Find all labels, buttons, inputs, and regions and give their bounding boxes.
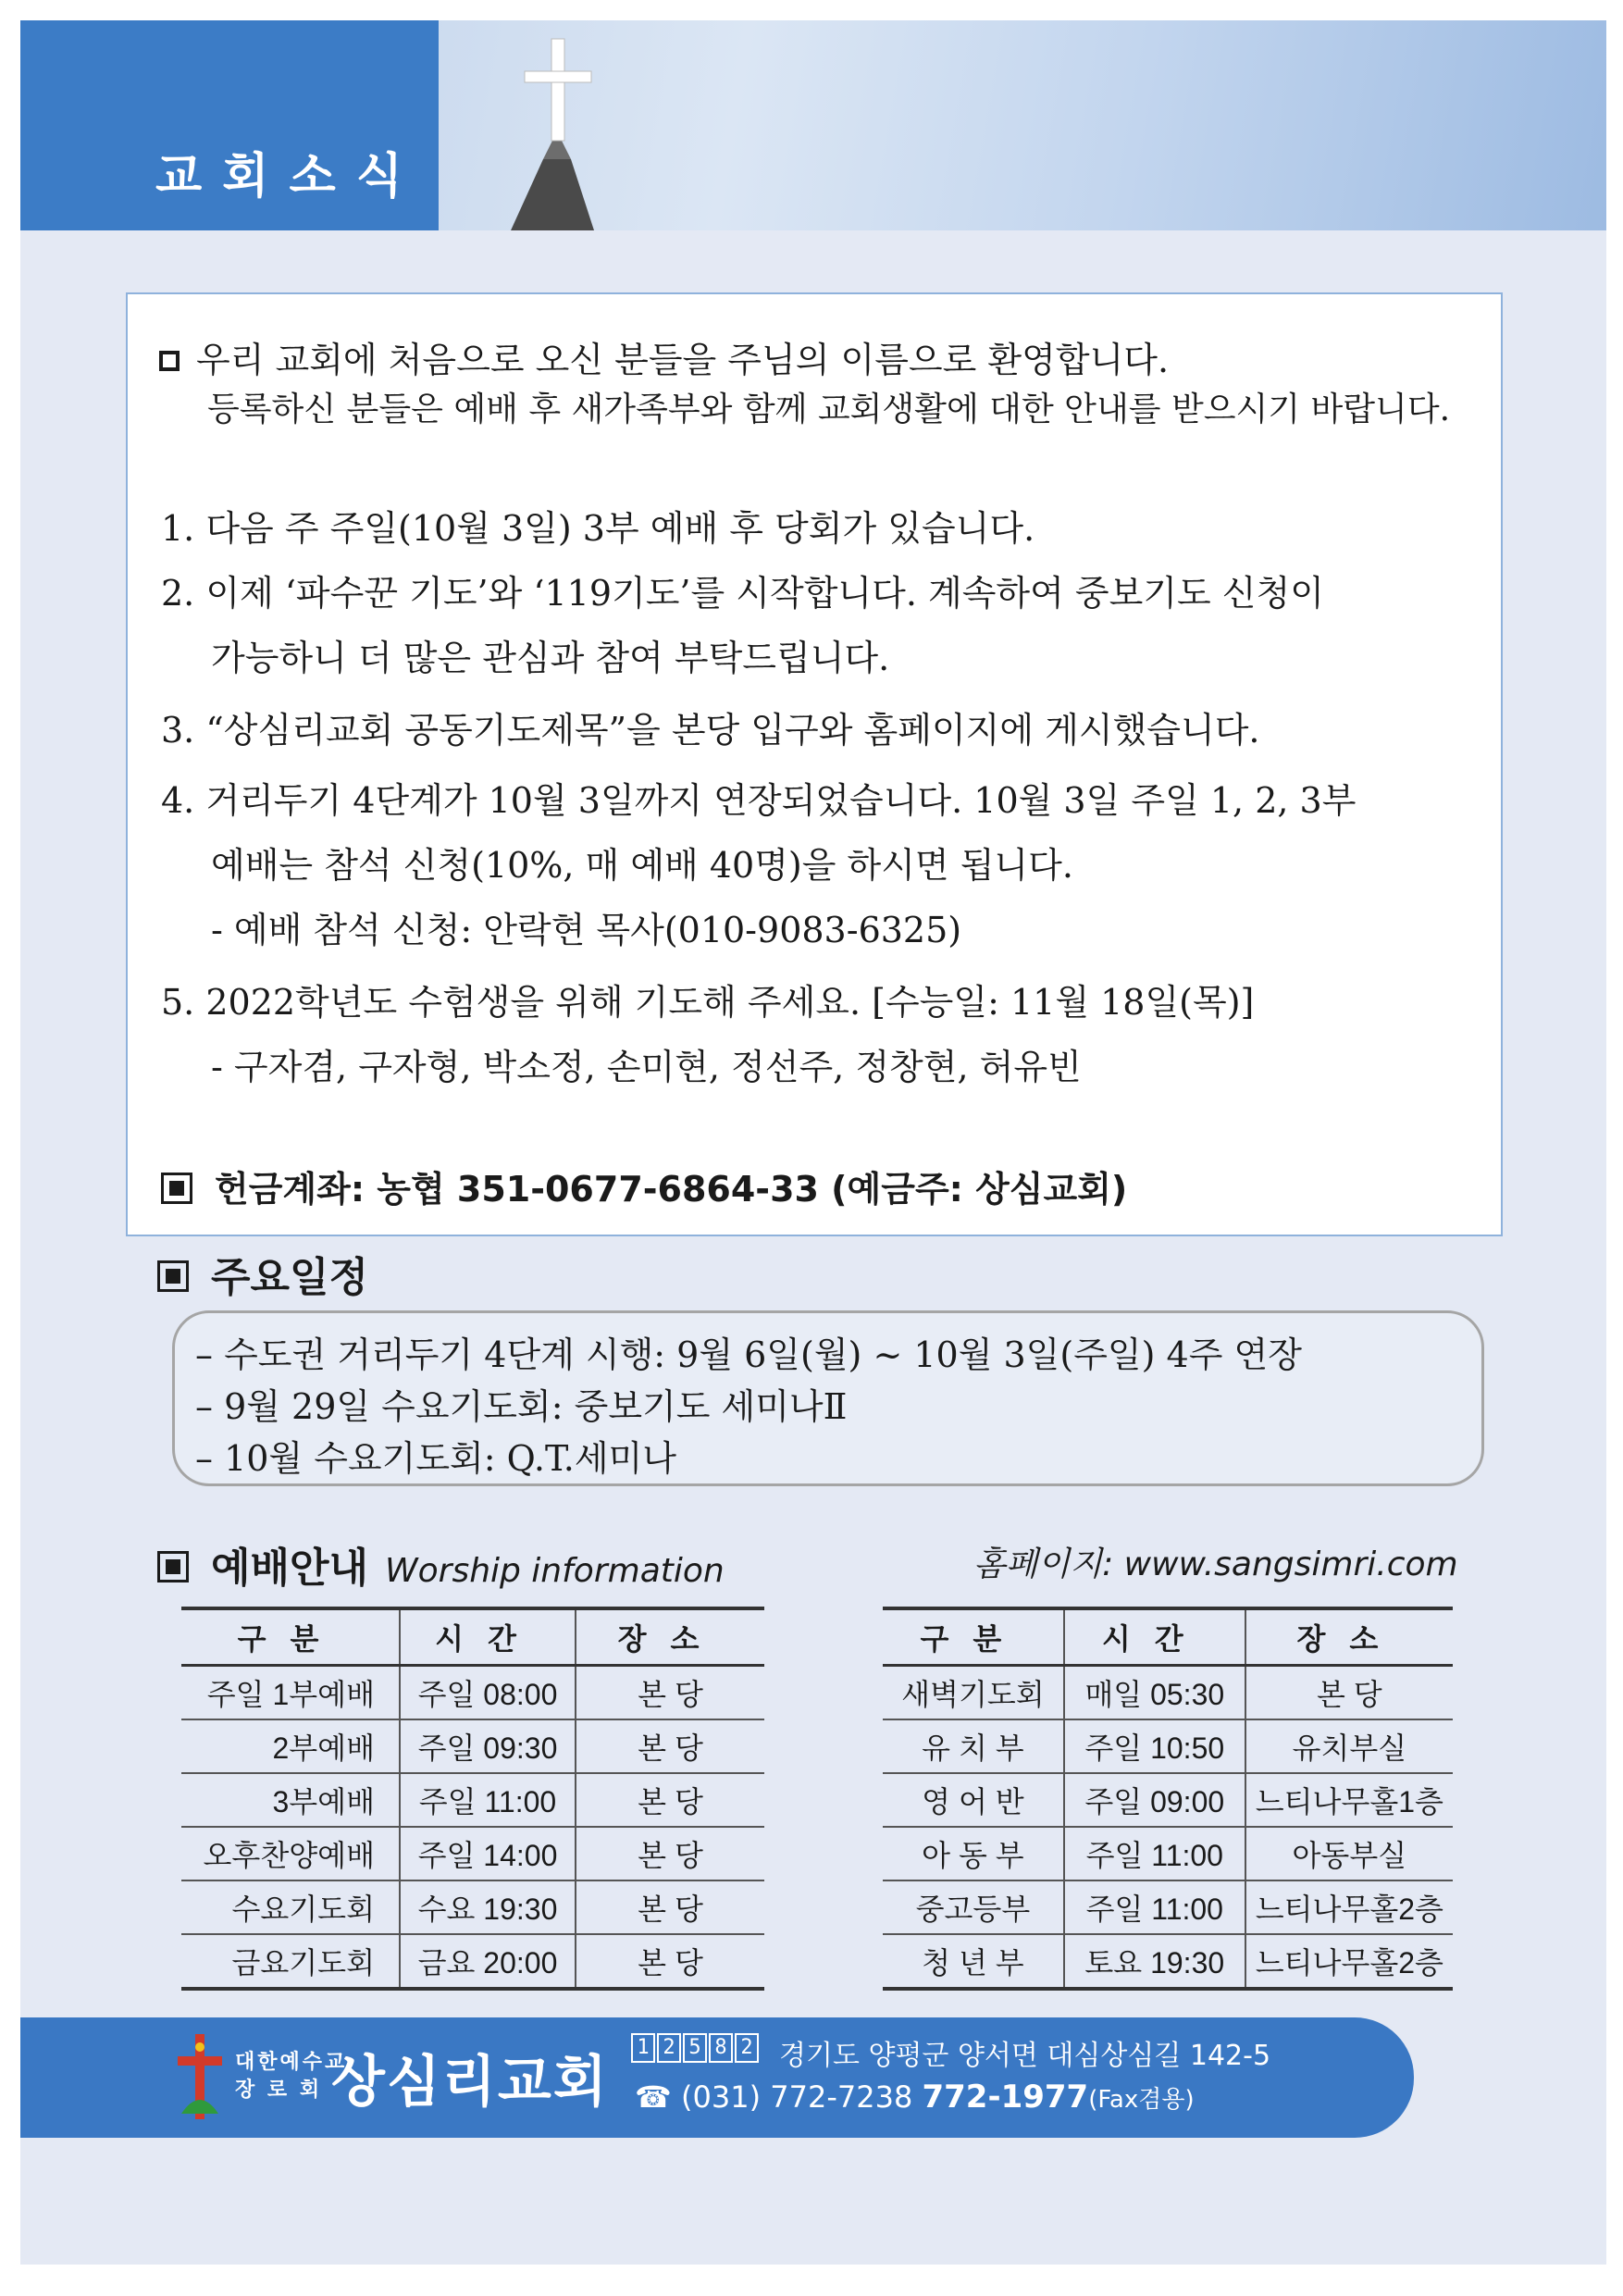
worship-table-left [181, 1607, 764, 1991]
welcome-message [159, 335, 1450, 435]
table-row [181, 1934, 764, 1989]
announcement-line: 예배는 참석 신청(10%, 매 예배 40명)을 하시면 됩니다. [211, 845, 1073, 886]
phone-number: (031) 772-7238 [681, 2079, 913, 2115]
department-place: 느티나무홀1층 [1245, 1773, 1453, 1827]
table-row [181, 1880, 764, 1934]
column-header: 구분 [181, 1608, 400, 1666]
service-place: 본 당 [576, 1934, 764, 1989]
schedule-heading [157, 1244, 368, 1303]
table-row [883, 1934, 1453, 1989]
postal-digit: 8 [709, 2033, 733, 2063]
church-address: 경기도 양평군 양서면 대심상심길 142-5 [779, 2040, 1271, 2072]
column-header: 시간 [400, 1608, 576, 1666]
postal-digit: 2 [657, 2033, 681, 2063]
schedule-title: 주요일정 [211, 1254, 369, 1301]
service-time: 금요 20:00 [400, 1934, 576, 1989]
announcement-line: 4. 거리두기 4단계가 10월 3일까지 연장되었습니다. 10월 3일 주일 1, 2, 3부 [161, 780, 1357, 821]
service-place: 본 당 [576, 1827, 764, 1880]
department-place: 본 당 [1245, 1666, 1453, 1720]
service-time: 주일 08:00 [400, 1666, 576, 1720]
department-name: 중고등부 [883, 1880, 1064, 1934]
service-time: 주일 14:00 [400, 1827, 576, 1880]
department-place: 아동부실 [1245, 1827, 1453, 1880]
offering-account-text: 헌금계좌: 농협 351-0677-6864-33 (예금주: 상심교회) [215, 1169, 1128, 1210]
column-header: 시간 [1064, 1608, 1245, 1666]
department-name: 영 어 반 [883, 1773, 1064, 1827]
service-time: 수요 19:30 [400, 1880, 576, 1934]
department-place: 유치부실 [1245, 1719, 1453, 1773]
fax-note: (Fax겸용) [1088, 2086, 1195, 2114]
announcement-item [161, 496, 1035, 561]
steeple-cross-icon [455, 20, 696, 230]
announcement-item [161, 768, 1356, 962]
announcement-line: 1. 다음 주 주일(10월 3일) 3부 예배 후 당회가 있습니다. [161, 508, 1035, 549]
worship-title-english: Worship information [385, 1552, 725, 1590]
church-name: 상심리교회 [331, 2050, 609, 2115]
bulletin-page [20, 20, 1606, 2265]
denomination-line-2: 장 로 회 [235, 2079, 323, 2102]
homepage-link[interactable]: 홈페이지: www.sangsimri.com [973, 1545, 1458, 1583]
church-logo-icon [172, 2030, 228, 2123]
square-bullet-icon [161, 1173, 192, 1204]
announcement-box [126, 292, 1503, 1236]
page-title: 교회소식 [155, 149, 423, 205]
welcome-line-2: 등록하신 분들은 예배 후 새가족부와 함께 교회생활에 대한 안내를 받으시기 바랍니다. [207, 391, 1451, 428]
service-place: 본 당 [576, 1719, 764, 1773]
service-time: 주일 11:00 [400, 1773, 576, 1827]
department-place: 느티나무홀2층 [1245, 1880, 1453, 1934]
postal-digit: 5 [683, 2033, 707, 2063]
department-name: 유 치 부 [883, 1719, 1064, 1773]
table-row [181, 1827, 764, 1880]
announcement-line: - 구자겸, 구자형, 박소정, 손미현, 정선주, 정창현, 허유빈 [211, 1047, 1082, 1087]
department-place: 느티나무홀2층 [1245, 1934, 1453, 1989]
service-place: 본 당 [576, 1666, 764, 1720]
announcement-line: - 예배 참석 신청: 안락현 목사(010-9083-6325) [211, 910, 962, 950]
header-banner [20, 20, 1606, 230]
department-time: 주일 09:00 [1064, 1773, 1245, 1827]
table-row [181, 1666, 764, 1720]
announcement-line: 5. 2022학년도 수험생을 위해 기도해 주세요. [수능일: 11월 18일(목)] [161, 982, 1255, 1023]
phone-icon: ☎ [635, 2079, 672, 2115]
department-time: 주일 11:00 [1064, 1827, 1245, 1880]
fax-number: 772-1977 [922, 2079, 1089, 2116]
schedule-row: – 10월 수요기도회: Q.T.세미나 [195, 1438, 676, 1479]
table-row [883, 1666, 1453, 1720]
service-name: 오후찬양예배 [181, 1827, 400, 1880]
service-time: 주일 09:30 [400, 1719, 576, 1773]
welcome-line-1: 우리 교회에 처음으로 오신 분들을 주님의 이름으로 환영합니다. [196, 340, 1170, 380]
postal-code [631, 2032, 761, 2063]
table-row [181, 1719, 764, 1773]
worship-title: 예배안내 [211, 1545, 369, 1592]
worship-heading [157, 1534, 725, 1594]
announcement-line: 가능하니 더 많은 관심과 참여 부탁드립니다. [211, 638, 890, 678]
square-bullet-icon [157, 1260, 189, 1292]
announcement-item [161, 561, 1324, 690]
department-time: 매일 05:30 [1064, 1666, 1245, 1720]
table-row [181, 1773, 764, 1827]
phone-line [635, 2079, 1195, 2116]
table-row [883, 1827, 1453, 1880]
denomination-line-1: 대한예수교 [235, 2051, 348, 2074]
postal-digit: 2 [735, 2033, 759, 2063]
announcement-line: 2. 이제 ‘파수꾼 기도’와 ‘119기도’를 시작합니다. 계속하여 중보기도 신청이 [161, 573, 1324, 614]
service-name: 2부예배 [181, 1719, 400, 1773]
schedule-row: – 9월 29일 수요기도회: 중보기도 세미나Ⅱ [195, 1386, 848, 1427]
checkbox-bullet-icon [159, 351, 180, 371]
square-bullet-icon [157, 1551, 189, 1582]
department-name: 청 년 부 [883, 1934, 1064, 1989]
announcement-item [161, 698, 1260, 763]
service-name: 수요기도회 [181, 1880, 400, 1934]
service-place: 본 당 [576, 1880, 764, 1934]
postal-digit: 1 [631, 2033, 655, 2063]
announcement-item [161, 970, 1254, 1099]
church-footer [20, 2017, 1414, 2138]
department-time: 주일 10:50 [1064, 1719, 1245, 1773]
schedule-box [172, 1310, 1484, 1486]
table-row [883, 1773, 1453, 1827]
column-header: 장소 [1245, 1608, 1453, 1666]
table-row [883, 1880, 1453, 1934]
service-name: 금요기도회 [181, 1934, 400, 1989]
header-title-panel [20, 20, 439, 230]
department-time: 주일 11:00 [1064, 1880, 1245, 1934]
department-name: 새벽기도회 [883, 1666, 1064, 1720]
worship-table-right [883, 1607, 1453, 1991]
service-name: 3부예배 [181, 1773, 400, 1827]
column-header: 구분 [883, 1608, 1064, 1666]
department-name: 아 동 부 [883, 1827, 1064, 1880]
department-time: 토요 19:30 [1064, 1934, 1245, 1989]
service-place: 본 당 [576, 1773, 764, 1827]
offering-account [161, 1160, 1127, 1211]
column-header: 장소 [576, 1608, 764, 1666]
announcement-line: 3. “상심리교회 공동기도제목”을 본당 입구와 홈페이지에 게시했습니다. [161, 710, 1260, 751]
service-name: 주일 1부예배 [181, 1666, 400, 1720]
schedule-row: – 수도권 거리두기 4단계 시행: 9월 6일(월) ~ 10월 3일(주일) 4주 연장 [195, 1334, 1302, 1375]
table-row [883, 1719, 1453, 1773]
